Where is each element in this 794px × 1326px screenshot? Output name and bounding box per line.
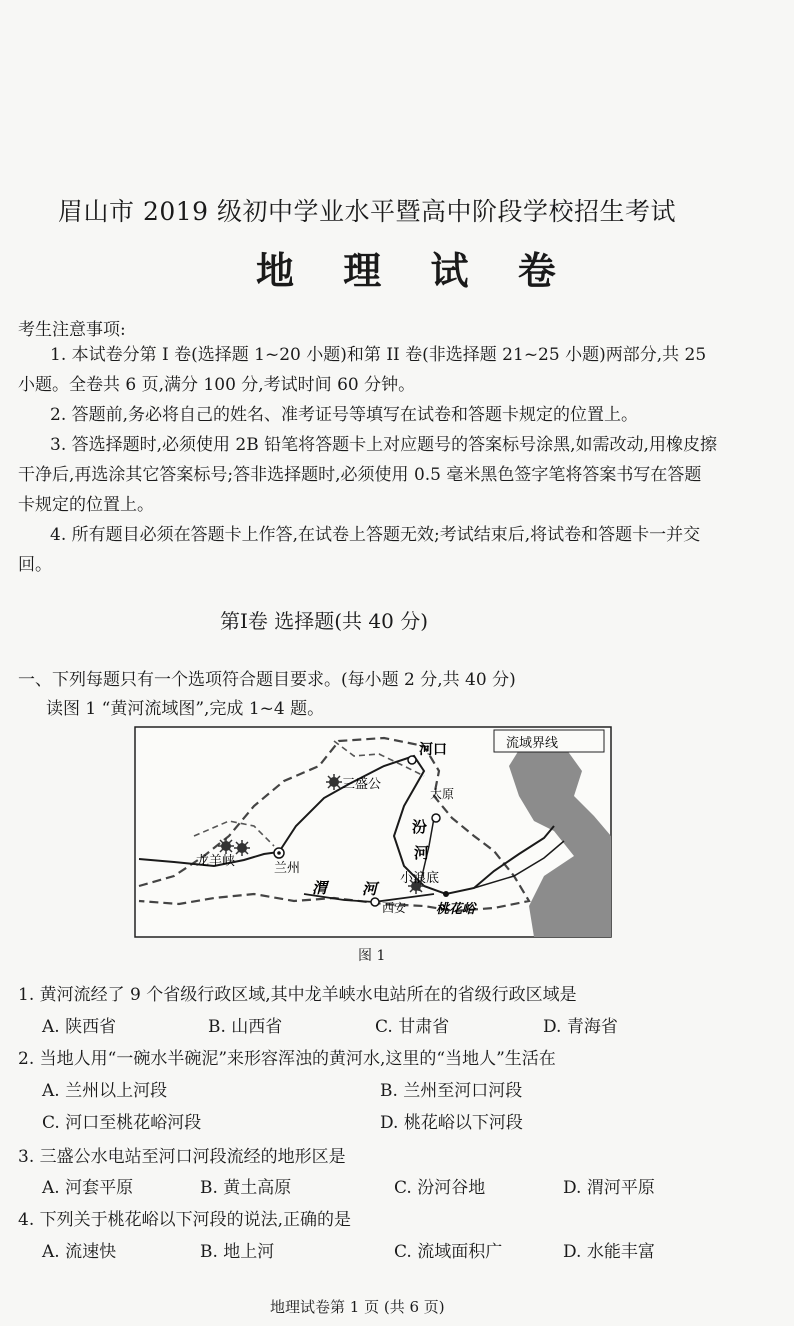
yellow-river-basin-map xyxy=(134,726,612,938)
q2-option-d: D. 桃花峪以下河段 xyxy=(380,1113,523,1133)
read-instruction: 读图 1 “黄河流域图”,完成 1~4 题。 xyxy=(46,699,325,719)
label-taiyuan: 太原 xyxy=(430,787,455,801)
label-taohuayu: 桃花峪 xyxy=(436,902,476,917)
section-instruction: 一、下列每题只有一个选项符合题目要求。(每小题 2 分,共 40 分) xyxy=(18,670,516,690)
question-1-stem: 1. 黄河流经了 9 个省级行政区域,其中龙羊峡水电站所在的省级行政区域是 xyxy=(18,985,577,1005)
q4-option-c: C. 流域面积广 xyxy=(394,1242,503,1262)
taiyuan-marker xyxy=(432,814,440,822)
label-xiaolangdi: 小浪底 xyxy=(400,871,440,886)
q1-option-c: C. 甘肃省 xyxy=(375,1017,450,1037)
xian-marker xyxy=(371,898,379,906)
q4-option-d: D. 水能丰富 xyxy=(563,1242,655,1262)
exam-subtitle: 地 理 试 卷 xyxy=(256,248,574,293)
label-lanzhou: 兰州 xyxy=(274,861,301,876)
label-wei: 渭 xyxy=(312,879,328,897)
label-sanshenggong: 三盛公 xyxy=(342,777,382,792)
label-he: 河 xyxy=(362,880,378,898)
page-footer: 地理试卷第 1 页 (共 6 页) xyxy=(270,1298,445,1316)
taohuayu-marker xyxy=(443,891,449,897)
label-fen-2: 河 xyxy=(414,844,430,862)
label-fen-1: 汾 xyxy=(412,818,428,836)
exam-title: 眉山市 2019 级初中学业水平暨高中阶段学校招生考试 xyxy=(58,197,677,226)
hekou-marker xyxy=(408,756,416,764)
q3-option-c: C. 汾河谷地 xyxy=(394,1178,486,1198)
section-title: 第I卷 选择题(共 40 分) xyxy=(220,609,429,633)
q3-option-a: A. 河套平原 xyxy=(42,1178,134,1198)
note-item-4: 4. 所有题目必须在答题卡上作答,在试卷上答题无效;考试结束后,将试卷和答题卡一并交回。 xyxy=(18,525,701,575)
q3-option-d: D. 渭河平原 xyxy=(563,1178,655,1198)
notes-heading: 考生注意事项: xyxy=(18,320,126,340)
question-3-stem: 3. 三盛公水电站至河口河段流经的地形区是 xyxy=(18,1147,346,1167)
q3-option-b: B. 黄土高原 xyxy=(200,1178,292,1198)
label-hekou: 河口 xyxy=(419,742,447,758)
q1-option-b: B. 山西省 xyxy=(208,1017,283,1037)
sanshenggong-station-icon xyxy=(326,774,342,790)
q2-option-a: A. 兰州以上河段 xyxy=(42,1081,168,1101)
q2-option-b: B. 兰州至河口河段 xyxy=(380,1081,523,1101)
figure-caption: 图 1 xyxy=(358,948,386,964)
label-longyangxia: 龙羊峡 xyxy=(196,854,236,869)
note-item-3: 3. 答选择题时,必须使用 2B 铅笔将答题卡上对应题号的答案标号涂黑,如需改动,用橡皮擦干净后,再选涂其它答案标号;答非选择题时,必须使用 0.5 毫米黑色签字笔将答案书写在答题卡规定的位置上。 xyxy=(18,435,717,515)
q1-option-a: A. 陕西省 xyxy=(42,1017,117,1037)
question-4-stem: 4. 下列关于桃花峪以下河段的说法,正确的是 xyxy=(18,1210,352,1230)
note-item-1: 1. 本试卷分第 I 卷(选择题 1~20 小题)和第 II 卷(非选择题 21~25 小题)两部分,共 25 小题。全卷共 6 页,满分 100 分,考试时间 60 分钟。 xyxy=(18,345,707,395)
question-2-stem: 2. 当地人用“一碗水半碗泥”来形容浑浊的黄河水,这里的“当地人”生活在 xyxy=(18,1049,556,1069)
legend-label: 流域界线 xyxy=(506,736,559,751)
q1-option-d: D. 青海省 xyxy=(543,1017,618,1037)
q4-option-a: A. 流速快 xyxy=(42,1242,117,1262)
q2-option-c: C. 河口至桃花峪河段 xyxy=(42,1113,202,1133)
note-item-2: 2. 答题前,务必将自己的姓名、准考证号等填写在试卷和答题卡规定的位置上。 xyxy=(50,405,639,425)
label-xian: 西安 xyxy=(382,901,407,915)
q4-option-b: B. 地上河 xyxy=(200,1242,275,1262)
